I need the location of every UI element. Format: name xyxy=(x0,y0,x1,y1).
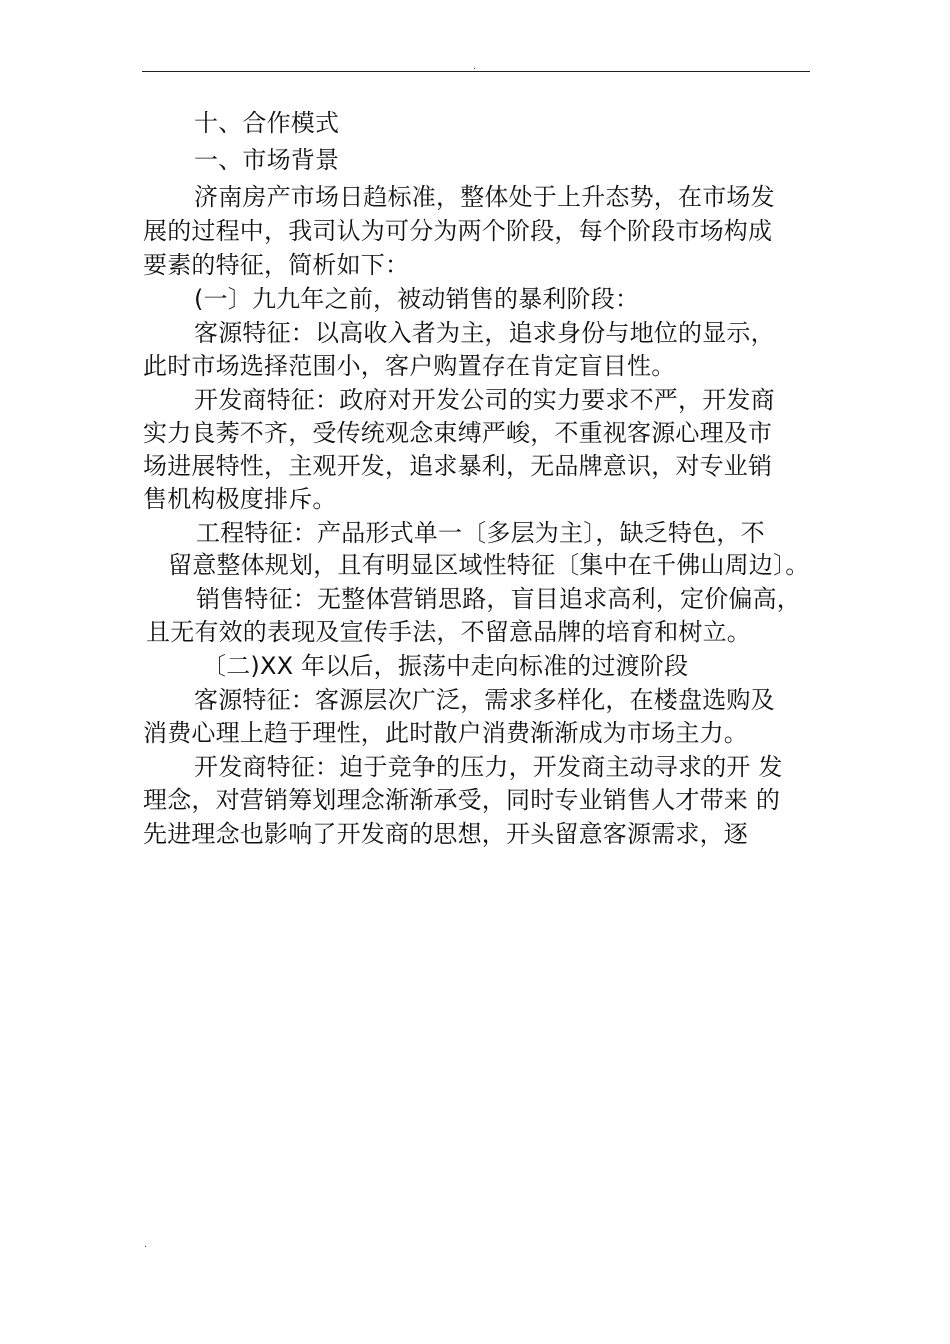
phase-heading: (一〕九九年之前，被动销售的暴利阶段： xyxy=(194,285,640,313)
paragraph-line: 开发商特征：迫于竞争的压力，开发商主动寻求的开 发 xyxy=(194,753,783,781)
paragraph-line: 先进理念也影响了开发商的思想，开头留意客源需求，逐 xyxy=(143,820,748,848)
section-heading: 十、合作模式 xyxy=(194,109,340,137)
header-rule xyxy=(142,71,810,72)
paragraph-line: 售机构极度排斥。 xyxy=(143,485,337,513)
header-mark: . xyxy=(473,61,477,72)
paragraph-line: 场进展特性，主观开发，追求暴利，无品牌意识，对专业销 xyxy=(143,452,773,480)
phase-heading: 〔二)XX 年以后，振荡中走向标准的过渡阶段 xyxy=(202,652,689,680)
paragraph-line: 此时市场选择范围小，客户购置存在肯定盲目性。 xyxy=(143,352,676,380)
paragraph-line: 客源特征：客源层次广泛，需求多样化，在楼盘选购及 xyxy=(194,686,775,714)
paragraph-line: 开发商特征：政府对开发公司的实力要求不严，开发商 xyxy=(194,386,775,414)
paragraph-line: 客源特征：以高收入者为主，追求身份与地位的显示， xyxy=(194,319,775,347)
paragraph-line: 济南房产市场日趋标准，整体处于上升态势，在市场发 xyxy=(194,183,775,211)
paragraph-line: 且无有效的表现及宣传手法，不留意品牌的培育和树立。 xyxy=(146,618,751,646)
paragraph-line: 要素的特征，简析如下： xyxy=(143,251,410,279)
paragraph-line: 销售特征：无整体营销思路，盲目追求高利，定价偏高， xyxy=(196,585,801,613)
subsection-heading: 一、市场背景 xyxy=(194,146,340,174)
paragraph-line: 工程特征：产品形式单一〔多层为主〕，缺乏特色，不 xyxy=(196,519,765,547)
paragraph-line: 展的过程中，我司认为可分为两个阶段，每个阶段市场构成 xyxy=(143,217,773,245)
paragraph-line: 留意整体规划，且有明显区域性特征〔集中在千佛山周边〕。 xyxy=(168,551,810,579)
footer-mark: . xyxy=(144,1239,148,1250)
paragraph-line: 消费心理上趋于理性，此时散户消费渐渐成为市场主力。 xyxy=(143,719,748,747)
paragraph-line: 实力良莠不齐，受传统观念束缚严峻，不重视客源心理及市 xyxy=(143,419,773,447)
paragraph-line: 理念，对营销筹划理念渐渐承受，同时专业销售人才带来 的 xyxy=(143,786,781,814)
